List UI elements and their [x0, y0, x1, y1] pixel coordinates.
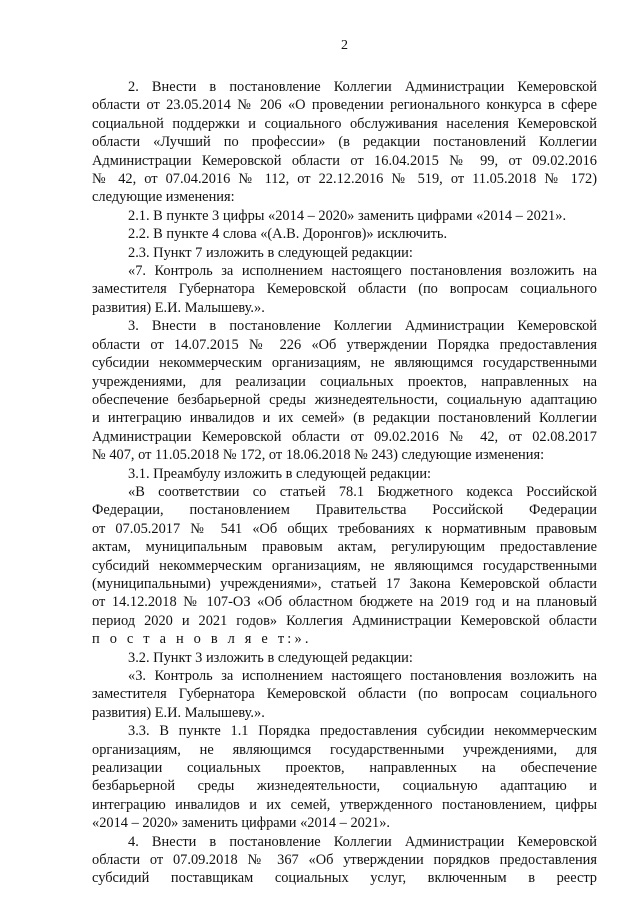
- paragraph: [92, 317, 597, 464]
- text-line: п о с т а н о в л я е т:».: [92, 631, 312, 648]
- text-line: области «Лучший по профессии» (в редакции постановлений Коллегии: [92, 134, 597, 151]
- text-line: № 42, от 07.04.2016 № 112, от 22.12.2016 № 519, от 11.05.2018 № 172): [92, 171, 597, 188]
- text-line: социальной поддержки и социального обслуживания населения Кемеровской: [92, 115, 597, 132]
- text-line: области от 14.07.2015 № 226 «Об утверждении Порядка предоставления: [92, 336, 597, 353]
- text-line: «3. Контроль за исполнением настоящего постановления возложить на: [128, 668, 597, 684]
- paragraph: [92, 649, 597, 667]
- text-line: от 07.05.2017 № 541 «Об общих требованиях к нормативным правовым: [92, 520, 597, 537]
- text-line: от 14.12.2018 № 107-ОЗ «Об областном бюджете на 2019 год и на плановый: [92, 594, 597, 611]
- paragraph: [92, 833, 597, 888]
- text-line: «2014 – 2020» заменить цифрами «2014 – 2021».: [92, 815, 391, 832]
- text-line: обеспечение безбарьерной среды жизнедеятельности, социальную адаптацию: [92, 391, 597, 408]
- paragraph: [92, 667, 597, 722]
- text-line: заместителя Губернатора Кемеровской области (по вопросам социального: [92, 281, 597, 298]
- text-line: учреждениями, для реализации социальных проектов, направленных на: [92, 373, 597, 390]
- text-line: 3. Внести в постановление Коллегии Администрации Кемеровской: [128, 318, 597, 335]
- text-line: реализации социальных проектов, направленных на обеспечение: [92, 760, 597, 777]
- text-line: 4. Внести в постановление Коллегии Администрации Кемеровской: [128, 833, 597, 850]
- text-line: актам, муниципальным правовым актам, регулирующим предоставление: [92, 539, 597, 556]
- paragraph: [92, 244, 597, 262]
- document-page: [92, 38, 597, 888]
- page-number: 2: [341, 38, 348, 53]
- text-line: «7. Контроль за исполнением настоящего постановления возложить на: [128, 263, 597, 280]
- text-line: 2.3. Пункт 7 изложить в следующей редакции:: [128, 244, 413, 261]
- text-line: № 407, от 11.05.2018 № 172, от 18.06.2018 № 243) следующие изменения:: [92, 447, 545, 464]
- text-line: Администрации Кемеровской области от 09.02.2016 № 42, от 02.08.2017: [92, 428, 597, 445]
- text-line: 3.2. Пункт 3 изложить в следующей редакции:: [128, 649, 413, 666]
- text-line: интеграцию инвалидов и их семей, утвержденного постановлением, цифры: [92, 796, 597, 813]
- text-line: 3.3. В пункте 1.1 Порядка предоставления субсидии некоммерческим: [128, 723, 597, 740]
- paragraph: [92, 262, 597, 317]
- text-line: субсидий поставщикам социальных услуг, включенным в реестр: [92, 870, 597, 887]
- text-line: организациям, не являющимся государственными учреждениями, для: [92, 741, 597, 758]
- paragraph: [92, 465, 597, 483]
- text-line: «В соответствии со статьей 78.1 Бюджетного кодекса Российской: [128, 483, 597, 500]
- text-line: Администрации Кемеровской области от 16.04.2015 № 99, от 09.02.2016: [92, 152, 597, 169]
- paragraph: [92, 483, 597, 649]
- text-line: субсидии некоммерческим организациям, не являющимся государственными: [92, 355, 597, 372]
- text-line: следующие изменения:: [92, 189, 235, 206]
- text-line: 2. Внести в постановление Коллегии Администрации Кемеровской: [128, 79, 597, 95]
- text-line: 2.1. В пункте 3 цифры «2014 – 2020» заменить цифрами «2014 – 2021».: [128, 207, 567, 224]
- text-line: 2.2. В пункте 4 слова «(А.В. Доронгов)» исключить.: [128, 226, 448, 243]
- text-line: и интеграцию инвалидов и их семей» (в редакции постановлений Коллегии: [92, 410, 597, 427]
- text-line: заместителя Губернатора Кемеровской области (по вопросам социального: [92, 686, 597, 703]
- text-line: субсидий некоммерческим организациям, не являющимся государственными: [92, 557, 597, 574]
- text-line: период 2020 и 2021 годов» Коллегия Администрации Кемеровской области: [92, 612, 597, 629]
- text-line: области от 23.05.2014 № 206 «О проведении регионального конкурса в сфере: [92, 97, 597, 114]
- text-line: развития) Е.И. Малышеву.».: [92, 299, 265, 316]
- document-body: [92, 78, 597, 888]
- paragraph: [92, 207, 597, 225]
- paragraph: [92, 225, 597, 243]
- text-line: Федерации, постановлением Правительства Российской Федерации: [92, 502, 597, 519]
- text-line: безбарьерной среды жизнедеятельности, социальную адаптацию и: [92, 778, 597, 795]
- paragraph: [92, 78, 597, 207]
- text-line: развития) Е.И. Малышеву.».: [92, 704, 265, 721]
- text-line: 3.1. Преамбулу изложить в следующей редакции:: [128, 465, 432, 482]
- text-line: (муниципальными) учреждениями», статьей 17 Закона Кемеровской области: [92, 575, 597, 592]
- text-line: области от 07.09.2018 № 367 «Об утверждении порядков предоставления: [92, 852, 597, 869]
- paragraph: [92, 722, 597, 832]
